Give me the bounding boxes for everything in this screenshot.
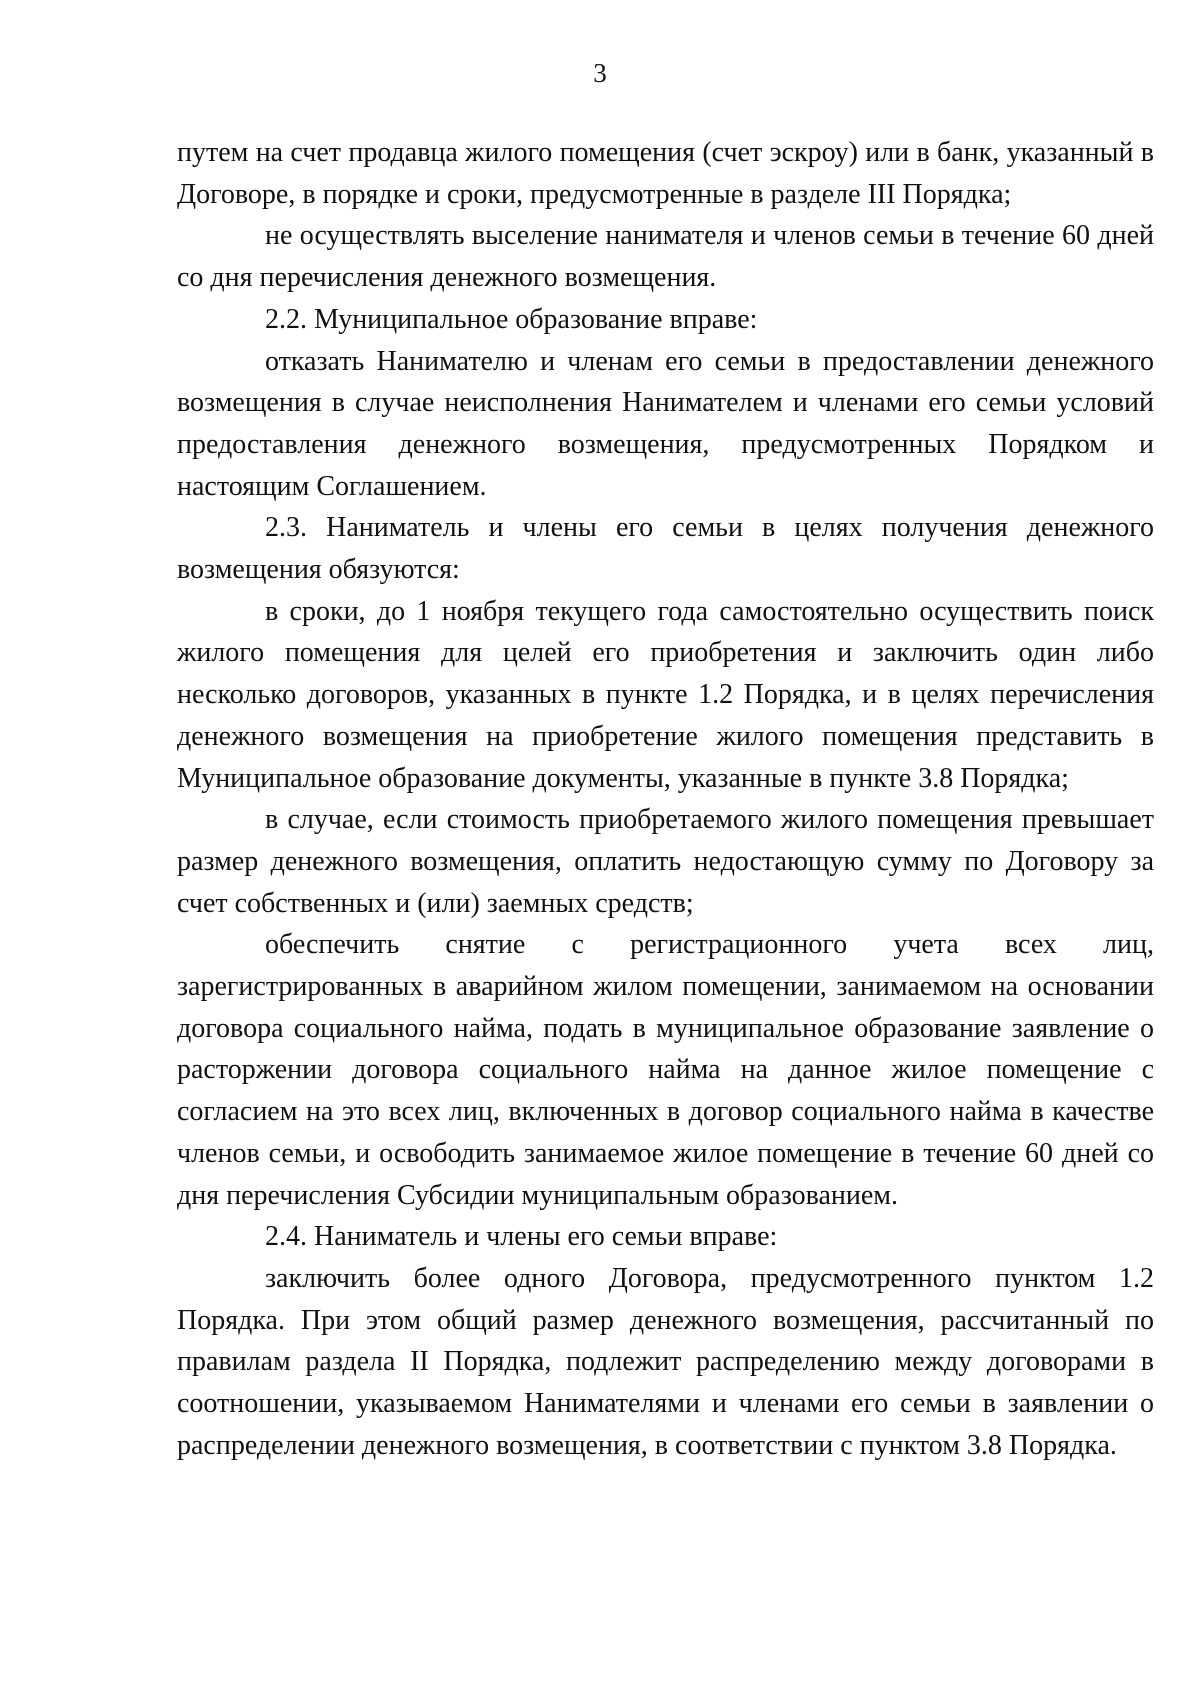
paragraph-payment-method: путем на счет продавца жилого помещения (счет эскроу) или в банк, указанный в Договоре, в порядке и сроки, предусмотренные в разделе III Порядка;	[177, 137, 1154, 210]
paragraph-no-eviction: не осуществлять выселение нанимателя и членов семьи в течение 60 дней со дня перечисления денежного возмещения.	[177, 220, 1154, 294]
document-body	[177, 132, 1154, 1467]
paragraph-deregistration: обеспечить снятие с регистрационного учета всех лиц, зарегистрированных в аварийном жилом помещении, занимаемом на основании договора социального найма, подать в муниципальное образование заявление о расторжении договора социального найма на данное жилое помещение с согласием на это всех лиц, включенных в договор социального найма в качестве членов семьи, и освободить занимаемое жилое помещение в течение 60 дней со дня перечисления Субсидии муниципальным образованием.	[177, 929, 1154, 1211]
clause-2-4-heading: 2.4. Наниматель и члены его семьи вправе:	[265, 1221, 778, 1253]
clause-2-3-heading: 2.3. Наниматель и члены его семьи в целях получения денежного возмещения обязуются:	[177, 512, 1154, 586]
paragraph-refusal-right: отказать Нанимателю и членам его семьи в предоставлении денежного возмещения в случае неисполнения Нанимателем и членами его семьи условий предоставления денежного возмещения, предусмотренных Порядком и настоящим Соглашением.	[177, 345, 1154, 502]
paragraph-multiple-contracts: заключить более одного Договора, предусмотренного пунктом 1.2 Порядка. При этом общий размер денежного возмещения, рассчитанный по правилам раздела II Порядка, подлежит распределению между договорами в соотношении, указываемом Нанимателями и членами его семьи в заявлении о распределении денежного возмещения, в соответствии с пунктом 3.8 Порядка.	[177, 1262, 1154, 1461]
paragraph-search-deadline: в сроки, до 1 ноября текущего года самостоятельно осуществить поиск жилого помещения для целей его приобретения и заключить один либо несколько договоров, указанных в пункте 1.2 Порядка, и в целях перечисления денежного возмещения на приобретение жилого помещения представить в Муниципальное образование документы, указанные в пункте 3.8 Порядка;	[177, 595, 1154, 794]
page-number: 3	[593, 58, 607, 88]
paragraph-extra-payment: в случае, если стоимость приобретаемого жилого помещения превышает размер денежного возмещения, оплатить недостающую сумму по Договору за счет собственных и (или) заемных средств;	[177, 804, 1154, 919]
clause-2-2-heading: 2.2. Муниципальное образование вправе:	[265, 303, 758, 335]
